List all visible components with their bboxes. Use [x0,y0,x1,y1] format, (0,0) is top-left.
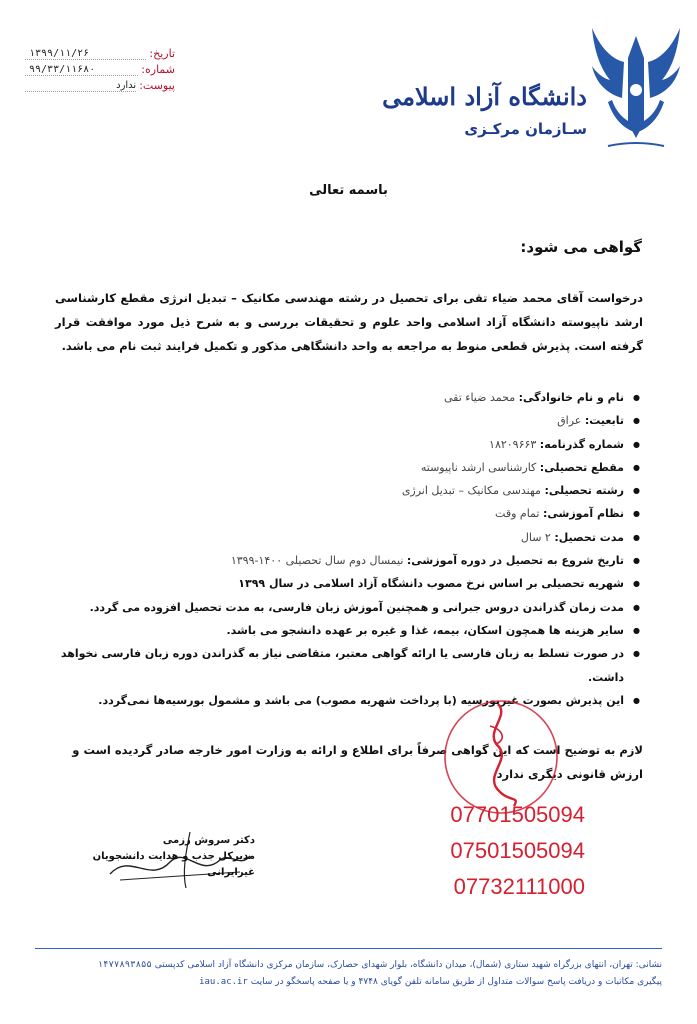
list-item [60,479,640,502]
list-item: ● این پذیرش بصورت غیربورسیه (با پرداخت شهریه مصوب) می باشد و مشمول بورسیه‌ها نمی‌گردد. [60,689,640,712]
organization-name: سـازمان مرکـزی [464,120,587,138]
attachment-label: پیوست: [139,79,175,92]
detail-value: مهندسی مکانیک – تبدیل انرژی [401,484,541,498]
list-item [60,386,640,409]
list-item [60,526,640,549]
basmala: باسمه تعالی [309,183,388,198]
detail-value: تمام وقت [495,507,540,521]
detail-label: رشته تحصیلی: [544,484,624,498]
detail-value: محمد ضیاء تقی [443,391,516,404]
letter-meta [25,44,175,92]
phone-number: 07732111000 [453,874,585,899]
signatory-name: دکتر سروش رزمی [162,835,255,846]
number-label: شماره: [141,63,175,76]
list-item: ● شهریه تحصیلی بر اساس نرخ مصوب دانشگاه آزاد اسلامی در سال ۱۳۹۹ [60,572,640,595]
list-item: ● سایر هزینه ها همچون اسکان، بیمه، غذا و غیره بر عهده دانشجو می باشد. [60,619,640,642]
date-value: ۱۳۹۹/۱۱/۲۶ [25,48,146,60]
phone-number: 07501505094 [450,838,585,863]
intro-paragraph: درخواست آقای محمد ضیاء تقی برای تحصیل در رشته مهندسی مکانیک – تبدیل انرژی مقطع کارشناسی ارشد ناپیوسته دانشگاه آزاد اسلامی واحد علوم و تحقیقات بررسی و به شرح ذیل مورد موافقت قرار گرفته است. پذیرش قطعی منوط به مراجعه به واحد دانشگاهی مذکور و تکمیل فرایند ثبت نام می باشد. [55,291,643,353]
details-list [60,386,640,712]
detail-label: مقطع تحصیلی: [539,460,624,474]
legal-note: لازم به توضیح است که این گواهی صرفاً برای اطلاع و ارائه به وزارت امور خارجه صادر گردیده است و ارزش قانونی دیگری ندارد. [72,743,643,781]
number-value: ۹۹/۳۳/۱۱۶۸۰ [25,64,138,76]
signatory [85,833,255,881]
footer [35,957,662,991]
list-item: ● در صورت تسلط به زبان فارسی یا ارائه گواهی معتبر، متقاضی نیاز به گذراندن دوره زبان فارسی نخواهد داشت. [60,642,640,689]
date-row [25,44,175,60]
footer-address: نشانی: تهران، انتهای بزرگراه شهید ستاری (شمال)، میدان دانشگاه، بلوار شهدای حصارک، سازمان مرکزی دانشگاه آزاد اسلامی کدپستی [154,960,662,970]
detail-label: تاریخ شروع به تحصیل در دوره آموزشی: [406,554,624,568]
attachment-row [25,76,175,92]
university-logo-icon [588,28,684,158]
date-label: تاریخ: [149,47,175,60]
signatory-title: مدیرکل جذب و هدایت دانشجویان غیرایرانی [92,851,255,878]
list-item [60,433,640,456]
list-item [60,502,640,525]
footer-followup: پیگیری مکاتبات و دریافت پاسخ سوالات متداول از طریق سامانه تلفن گویای ۴۷۴۸ و یا صفحه پاسخگو در سایت [250,977,662,987]
phone-numbers [420,797,585,905]
phone-number: 07701505094 [450,802,585,827]
number-row [25,60,175,76]
list-item [60,456,640,479]
detail-label: تابعیت: [584,414,624,428]
list-item [60,409,640,432]
list-item: ● مدت زمان گذراندن دروس جبرانی و همچنین آموزش زبان فارسی، به مدت تحصیل افزوده می گردد. [60,596,640,619]
footer-divider [35,948,662,949]
detail-value: ۲ سال [520,530,551,544]
footer-address-line [35,957,662,974]
university-name: دانشگاه آزاد اسلامی [382,82,587,111]
detail-value: نیمسال دوم سال تحصیلی ۱۴۰۰-۱۳۹۹ [230,554,404,568]
detail-value: عراق [557,414,582,428]
footer-followup-line [35,974,662,991]
certificate-heading: گواهی می شود: [520,238,642,256]
detail-label: نظام آموزشی: [542,507,624,521]
list-item [60,549,640,572]
detail-value: ۱۸۲۰۹۶۶۳ [489,437,537,451]
detail-value: کارشناسی ارشد ناپیوسته [420,460,537,474]
detail-label: شماره گذرنامه: [539,437,624,451]
detail-label: نام و نام خانوادگی: [518,391,624,404]
footer-postal-code: ۱۴۷۷۸۹۳۸۵۵ [97,960,152,970]
footer-site-link[interactable]: iau.ac.ir [199,977,248,987]
detail-label: مدت تحصیل: [554,530,624,544]
attachment-value: ندارد [25,80,136,92]
